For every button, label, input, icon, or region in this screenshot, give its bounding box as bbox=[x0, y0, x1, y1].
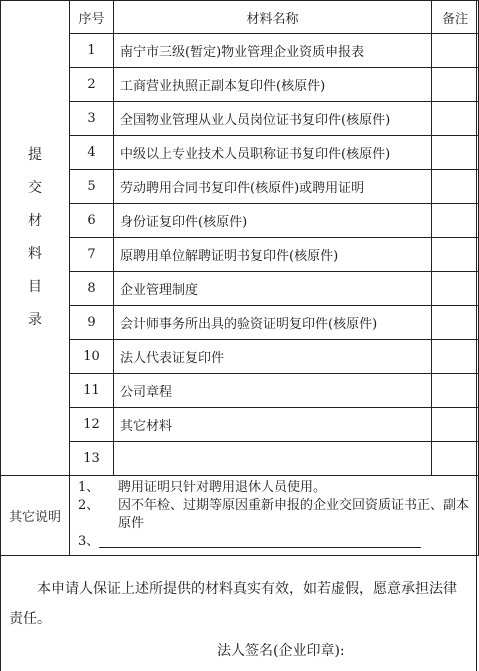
item-name: 中级以上专业技术人员职称证书复印件(核原件) bbox=[114, 136, 432, 170]
note-line-1 bbox=[78, 479, 472, 497]
item-note[interactable] bbox=[432, 340, 479, 374]
side-label-char: 交 bbox=[28, 180, 42, 196]
item-name: 南宁市三级(暂定)物业管理企业资质申报表 bbox=[114, 34, 432, 68]
table-row bbox=[1, 340, 479, 374]
side-label-char: 提 bbox=[28, 147, 42, 163]
table-row bbox=[1, 170, 479, 204]
item-note[interactable] bbox=[432, 442, 479, 476]
header-note: 备注 bbox=[432, 1, 479, 34]
item-number: 6 bbox=[70, 204, 114, 238]
table-row bbox=[1, 34, 479, 68]
header-name: 材料名称 bbox=[114, 1, 432, 34]
item-name bbox=[114, 442, 432, 476]
table-row bbox=[1, 408, 479, 442]
table-row bbox=[1, 374, 479, 408]
note-text: 因不年检、过期等原因重新申报的企业交回资质证书正、副本原件 bbox=[118, 498, 470, 531]
header-row bbox=[1, 1, 479, 34]
item-note[interactable] bbox=[432, 170, 479, 204]
fill-in-blank-line[interactable] bbox=[99, 533, 421, 548]
item-note[interactable] bbox=[432, 204, 479, 238]
item-name: 全国物业管理从业人员岗位证书复印件(核原件) bbox=[114, 102, 432, 136]
note-text: 聘用证明只针对聘用退休人员使用。 bbox=[118, 480, 327, 495]
table-row bbox=[1, 102, 479, 136]
item-number: 8 bbox=[70, 272, 114, 306]
item-note[interactable] bbox=[432, 136, 479, 170]
item-note[interactable] bbox=[432, 374, 479, 408]
item-number: 11 bbox=[70, 374, 114, 408]
note-line-3 bbox=[78, 533, 472, 551]
other-notes-content bbox=[70, 476, 479, 556]
side-label-char: 材 bbox=[28, 213, 42, 229]
item-name: 其它材料 bbox=[114, 408, 432, 442]
item-name: 劳动聘用合同书复印件(核原件)或聘用证明 bbox=[114, 170, 432, 204]
table-row bbox=[1, 68, 479, 102]
item-name: 公司章程 bbox=[114, 374, 432, 408]
side-label-char: 录 bbox=[28, 312, 42, 328]
note-number: 1、 bbox=[78, 480, 100, 495]
item-number: 1 bbox=[70, 34, 114, 68]
item-name: 企业管理制度 bbox=[114, 272, 432, 306]
item-number: 7 bbox=[70, 238, 114, 272]
item-note[interactable] bbox=[432, 408, 479, 442]
note-number: 2、 bbox=[78, 498, 100, 513]
item-name: 会计师事务所出具的验资证明复印件(核原件) bbox=[114, 306, 432, 340]
side-label bbox=[1, 1, 70, 476]
item-note[interactable] bbox=[432, 68, 479, 102]
other-notes-label: 其它说明 bbox=[1, 476, 70, 556]
item-note[interactable] bbox=[432, 306, 479, 340]
table-row bbox=[1, 272, 479, 306]
item-number: 9 bbox=[70, 306, 114, 340]
item-number: 5 bbox=[70, 170, 114, 204]
table-row bbox=[1, 238, 479, 272]
declaration-section bbox=[0, 570, 477, 671]
table-row bbox=[1, 306, 479, 340]
item-number: 12 bbox=[70, 408, 114, 442]
item-name: 原聘用单位解聘证明书复印件(核原件) bbox=[114, 238, 432, 272]
item-note[interactable] bbox=[432, 238, 479, 272]
note-number: 3、 bbox=[78, 534, 100, 549]
item-note[interactable] bbox=[432, 34, 479, 68]
signature-label: 法人签名(企业印章): bbox=[217, 643, 345, 659]
item-number: 10 bbox=[70, 340, 114, 374]
item-name: 工商营业执照正副本复印件(核原件) bbox=[114, 68, 432, 102]
item-number: 4 bbox=[70, 136, 114, 170]
item-number: 2 bbox=[70, 68, 114, 102]
side-label-char: 目 bbox=[28, 279, 42, 295]
table-row bbox=[1, 136, 479, 170]
item-name: 身份证复印件(核原件) bbox=[114, 204, 432, 238]
side-label-char: 料 bbox=[28, 246, 42, 262]
other-notes-row bbox=[1, 476, 479, 556]
item-name: 法人代表证复印件 bbox=[114, 340, 432, 374]
note-line-2 bbox=[78, 497, 472, 533]
item-note[interactable] bbox=[432, 102, 479, 136]
item-note[interactable] bbox=[432, 272, 479, 306]
item-number: 3 bbox=[70, 102, 114, 136]
table-row bbox=[1, 204, 479, 238]
item-number: 13 bbox=[70, 442, 114, 476]
header-no: 序号 bbox=[70, 1, 114, 34]
table-row bbox=[1, 442, 479, 476]
declaration-text: 本申请人保证上述所提供的材料真实有效，如若虚假，愿意承担法律责任。 bbox=[9, 581, 457, 627]
